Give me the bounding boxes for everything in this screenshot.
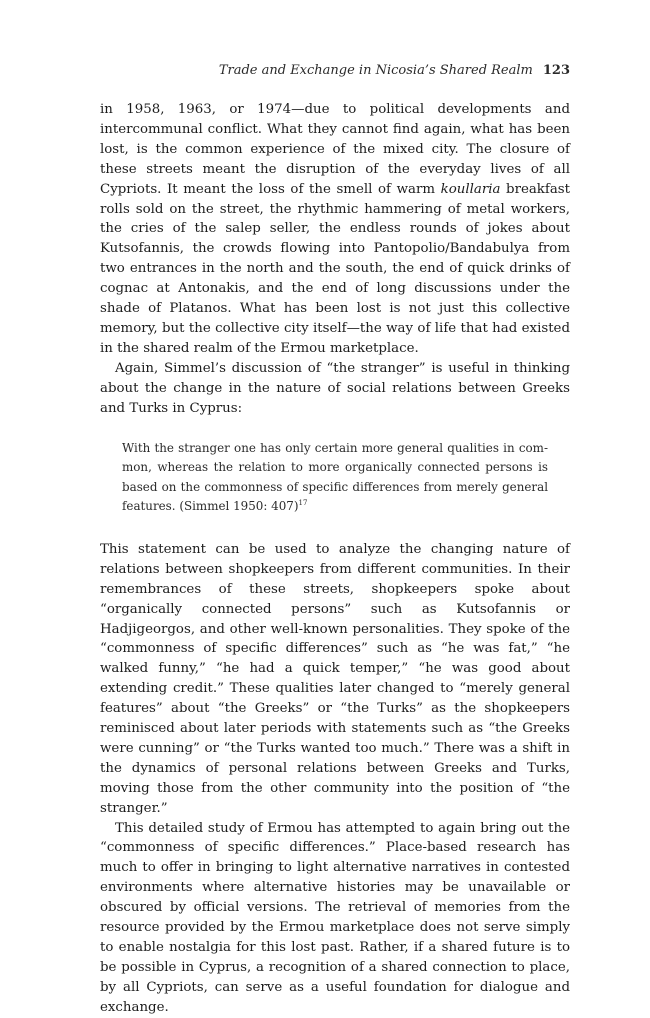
block-quote [122,439,548,517]
paragraph-2: Again, Simmel’s discussion of “the stranger” is useful in thinking about the change in the nature of social relations between Greeks and Turks in Cyprus: [100,360,570,416]
paragraph-1-text-b: breakfast rolls sold on the street, the rhythmic hammering of metal workers, the cries of the salep seller, the endless rounds of jokes about Kutsofannis, the crowds flowing into Pantopolio/​Bandabulya from two entrances in the north and the south, the end of quick drinks of cognac at Antonakis, and the end of long discussions under the shade of Platanos. What has been lost is not just this collective memory, but the collective city itself—the way of life that had existed in the shared realm of the Ermou marketplace. [100,181,570,356]
footnote-ref: 17 [298,499,308,508]
block-quote-text: With the stranger one has only certain more general qualities in common, whereas the relation to more organically connected persons is based on the commonness of specific differences from merely general features. (Simmel 1950: 407) [122,440,548,514]
paragraph-1 [100,100,570,359]
page-number: 123 [542,63,570,78]
body-text [100,100,570,1018]
paragraph-1-text-a: in 1958, 1963, or 1974—due to political developments and intercommunal conflict. What they cannot find again, what has been lost, is the common experience of the mixed city. The closure of these streets meant the disruption of the everyday lives of all Cypriots. It meant the loss of the smell of warm [100,102,570,197]
italic-term: koullaria [440,181,501,197]
running-title: Trade and Exchange in Nicosia’s Shared Realm [218,63,533,78]
paragraph-3: This statement can be used to analyze the changing nature of relations between shopkeepers from different communities. In their remembrances of these streets, shopkeepers spoke about “organically connected persons” such as Kutsofannis or Hadjigeorgos, and other well-known personalities. They spoke of the “commonness of specific differences” such as “he was fat,” “he walked funny,” “he had a quick temper,” “he was good about extending credit.” These qualities later changed to “merely general features” about “the Greeks” or “the Turks” as the shopkeepers reminisced about later periods with statements such as “the Greeks were cunning” or “the Turks wanted too much.” There was a shift in the dynamics of personal relations between Greeks and Turks, moving those from the other community into the position of “the stranger.” [100,541,570,816]
paragraph-4: This detailed study of Ermou has attempted to again bring out the “commonness of specific differences.” Place-based research has much to offer in bringing to light alternative narratives in contested environments where alternative histories may be unavailable or obscured by official versions. The retrieval of memories from the resource provided by the Ermou marketplace does not serve simply to enable nostalgia for this lost past. Rather, if a shared future is to be possible in Cyprus, a recognition of a shared connection to place, by all Cypriots, can serve as a useful foundation for dialogue and exchange. [100,820,570,1015]
running-header [100,62,570,80]
